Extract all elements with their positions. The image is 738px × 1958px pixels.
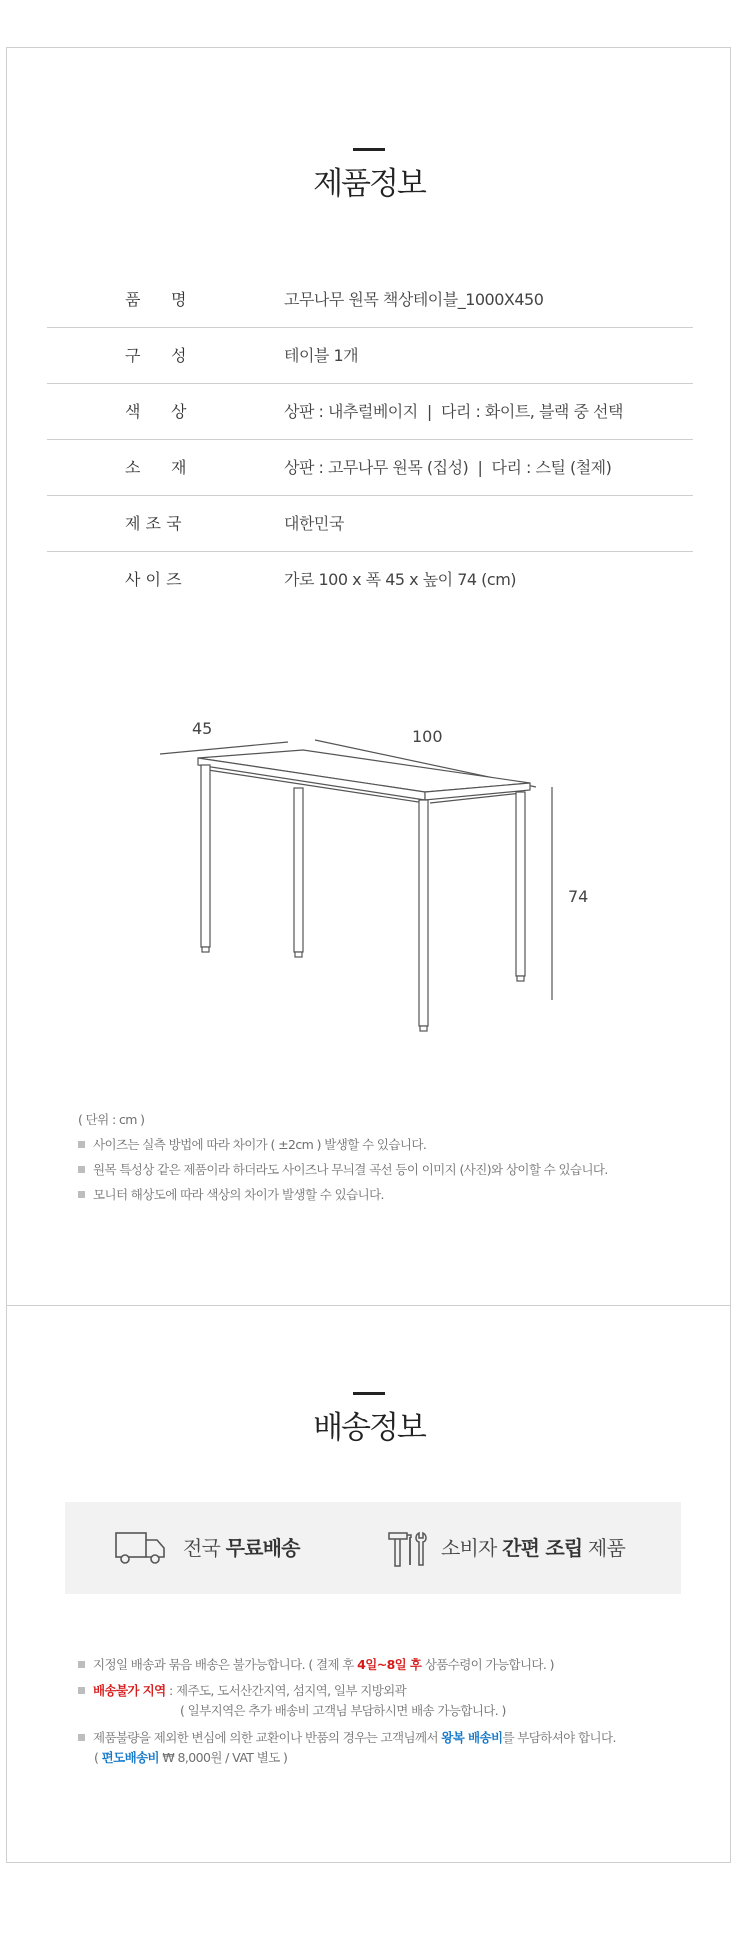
shipping-note-2b: ( 일부지역은 추가 배송비 고객님 부담하시면 배송 가능합니다. ) xyxy=(180,1703,506,1718)
note-text: ₩ 8,000원 / VAT 별도 ) xyxy=(159,1750,288,1765)
note-text: 상품수령이 가능합니다. ) xyxy=(421,1657,554,1672)
table-dimension-diagram xyxy=(160,710,600,1040)
spec-label: 소 재 xyxy=(125,458,187,477)
bullet-icon xyxy=(78,1191,85,1198)
shipping-note-1 xyxy=(78,1655,554,1673)
spec-value: 대한민국 xyxy=(284,514,344,533)
restricted-area-highlight: 배송불가 지역 xyxy=(93,1683,166,1698)
section-divider xyxy=(6,1305,731,1306)
note-text: 를 부담하셔야 합니다. xyxy=(502,1730,616,1745)
note-text: 사이즈는 실측 방법에 따라 차이가 ( ±2cm ) 발생할 수 있습니다. xyxy=(93,1137,427,1152)
spec-row-size xyxy=(47,552,693,608)
bullet-icon xyxy=(78,1734,85,1741)
spec-row-composition xyxy=(47,328,693,384)
spec-label: 색 상 xyxy=(125,402,187,421)
spec-value: 가로 100 x 폭 45 x 높이 74 (cm) xyxy=(284,570,517,589)
height-label: 74 xyxy=(568,887,589,906)
unit-note: ( 단위 : cm ) xyxy=(78,1112,145,1127)
bullet-icon xyxy=(78,1141,85,1148)
spec-label: 구 성 xyxy=(125,346,187,365)
tools-icon xyxy=(387,1530,433,1568)
free-shipping-text xyxy=(183,1502,300,1594)
spec-label: 제 조 국 xyxy=(125,514,182,533)
delivery-bold: 무료배송 xyxy=(225,1536,300,1560)
easy-assembly-text xyxy=(441,1502,625,1594)
note-text: 모니터 해상도에 따라 색상의 차이가 발생할 수 있습니다. xyxy=(93,1187,384,1202)
note-text: 제품불량을 제외한 변심에 의한 교환이나 반품의 경우는 고객님께서 xyxy=(93,1730,442,1745)
delivery-days-highlight: 4일~8일 후 xyxy=(357,1657,422,1672)
title-accent-bar xyxy=(353,148,385,151)
note-text: ( xyxy=(94,1750,102,1765)
delivery-prefix: 전국 xyxy=(183,1536,226,1560)
spec-label: 품 명 xyxy=(125,290,187,309)
spec-row-origin xyxy=(47,496,693,552)
assembly-bold: 간편 조립 xyxy=(502,1536,583,1560)
note-item xyxy=(78,1135,426,1153)
bullet-icon xyxy=(78,1166,85,1173)
spec-row-material xyxy=(47,440,693,496)
note-text: : 제주도, 도서산간지역, 섬지역, 일부 지방외곽 xyxy=(165,1683,407,1698)
depth-label: 45 xyxy=(192,719,213,738)
assembly-prefix: 소비자 xyxy=(441,1536,503,1560)
shipping-note-3 xyxy=(78,1728,616,1746)
bullet-icon xyxy=(78,1661,85,1668)
spec-value: 테이블 1개 xyxy=(284,346,359,365)
truck-icon xyxy=(115,1532,165,1564)
spec-label: 사 이 즈 xyxy=(125,570,182,589)
title-accent-bar xyxy=(353,1392,385,1395)
table-line-drawing xyxy=(160,710,600,1040)
bullet-icon xyxy=(78,1687,85,1694)
round-trip-fee-highlight: 왕복 배송비 xyxy=(441,1730,503,1745)
shipping-note-2 xyxy=(78,1681,406,1699)
note-text: 원목 특성상 같은 제품이라 하더라도 사이즈나 무늬결 곡선 등이 이미지 (사진)와 상이할 수 있습니다. xyxy=(93,1162,608,1177)
note-item xyxy=(78,1160,608,1178)
shipping-banner xyxy=(65,1502,681,1594)
spec-row-name xyxy=(47,272,693,328)
shipping-note-3b xyxy=(94,1748,287,1766)
shipping-info-title: 배송정보 xyxy=(313,1410,425,1446)
one-way-fee-highlight: 편도배송비 xyxy=(101,1750,160,1765)
spec-row-color xyxy=(47,384,693,440)
width-label: 100 xyxy=(412,727,443,746)
spec-value: 고무나무 원목 책상테이블_1000X450 xyxy=(284,290,544,309)
assembly-suffix: 제품 xyxy=(582,1536,625,1560)
spec-value: 상판 : 고무나무 원목 (집성) | 다리 : 스틸 (철제) xyxy=(284,458,612,477)
product-info-title: 제품정보 xyxy=(313,166,425,202)
note-item xyxy=(78,1185,384,1203)
spec-value: 상판 : 내추럴베이지 | 다리 : 화이트, 블랙 중 선택 xyxy=(284,402,623,421)
note-text: 지정일 배송과 묶음 배송은 불가능합니다. ( 결제 후 xyxy=(93,1657,358,1672)
